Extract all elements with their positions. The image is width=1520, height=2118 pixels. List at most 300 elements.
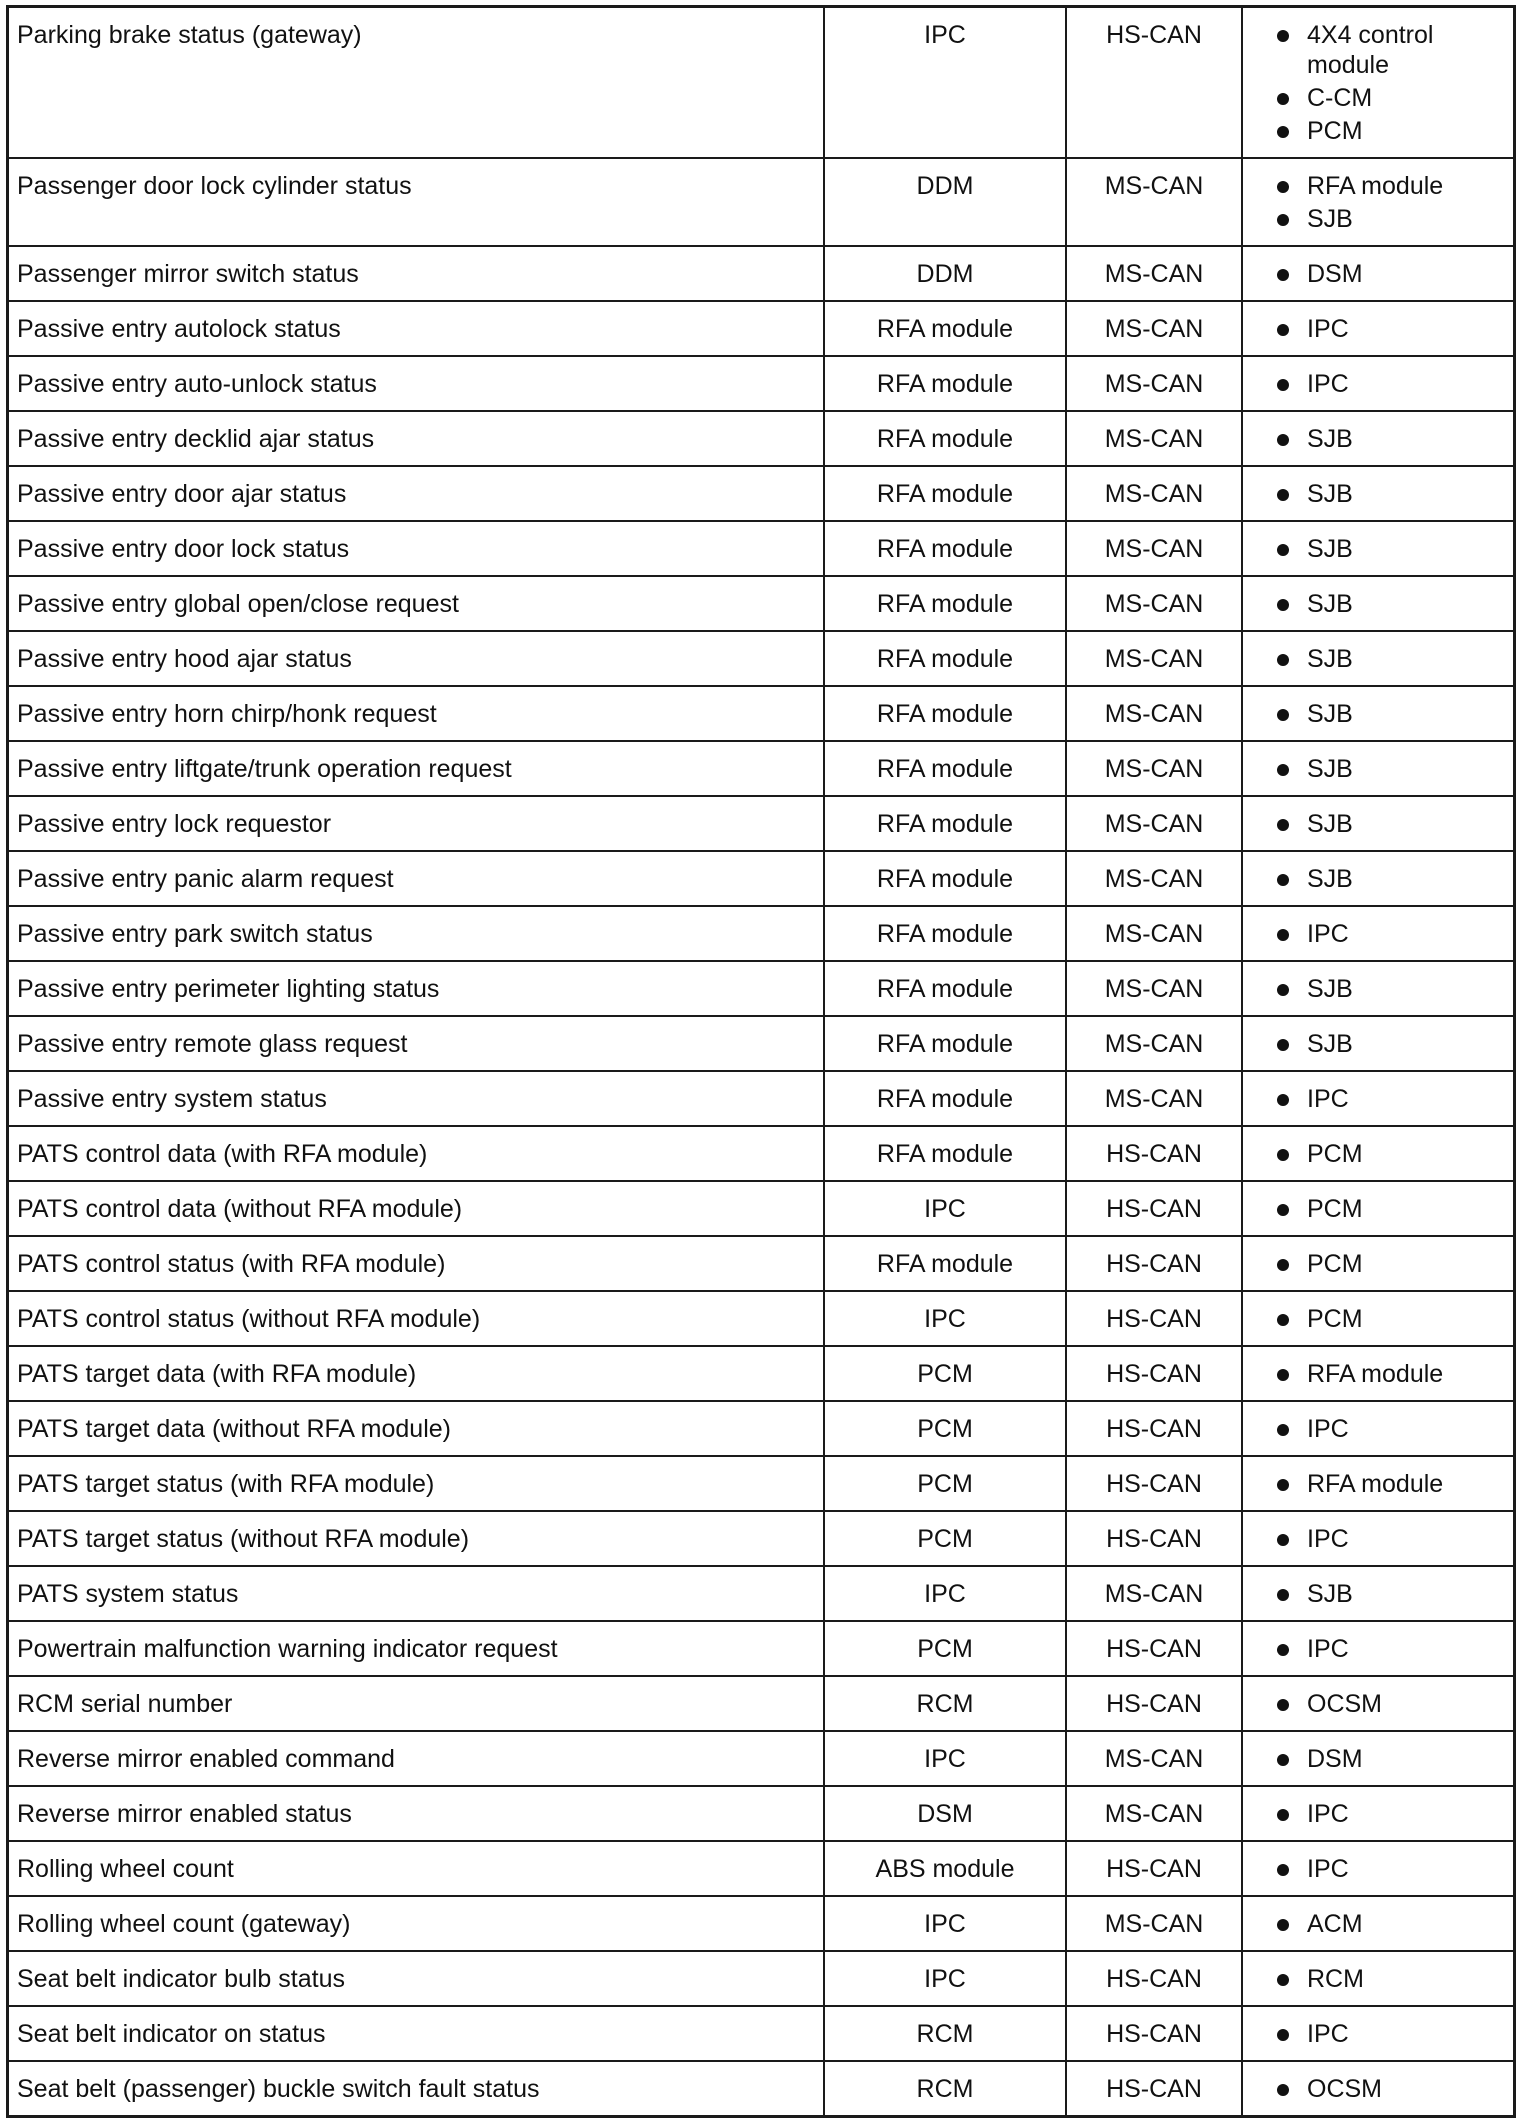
message-cell: Seat belt indicator on status <box>8 2006 825 2061</box>
network-cell: HS-CAN <box>1066 1291 1242 1346</box>
message-cell: PATS target status (with RFA module) <box>8 1456 825 1511</box>
receiver-label: SJB <box>1307 590 1353 618</box>
network-cell: MS-CAN <box>1066 741 1242 796</box>
receivers-cell <box>1242 521 1515 576</box>
receivers-cell <box>1242 2061 1515 2117</box>
receiver-label: C-CM <box>1307 84 1373 112</box>
receiver-label: SJB <box>1307 535 1353 563</box>
originator-cell: RFA module <box>824 466 1066 521</box>
receivers-cell <box>1242 1401 1515 1456</box>
originator-cell: RFA module <box>824 356 1066 411</box>
receiver-label: PCM <box>1307 1250 1363 1278</box>
table-row <box>8 521 1515 576</box>
receiver-list <box>1251 1909 1505 1939</box>
originator-cell: DDM <box>824 246 1066 301</box>
table-row <box>8 631 1515 686</box>
bullet-icon <box>1277 599 1289 611</box>
receiver-item <box>1307 1799 1505 1829</box>
bullet-icon <box>1277 1204 1289 1216</box>
message-cell: Passive entry global open/close request <box>8 576 825 631</box>
receiver-label: RFA module <box>1307 1360 1444 1388</box>
receiver-label: RFA module <box>1307 172 1444 200</box>
receiver-label: PCM <box>1307 1195 1363 1223</box>
bullet-icon <box>1277 181 1289 193</box>
originator-cell: RFA module <box>824 576 1066 631</box>
message-cell: Parking brake status (gateway) <box>8 7 825 159</box>
network-cell: HS-CAN <box>1066 2061 1242 2117</box>
receiver-list <box>1251 1964 1505 1994</box>
receivers-cell <box>1242 1126 1515 1181</box>
receiver-list <box>1251 1249 1505 1279</box>
message-cell: Passive entry panic alarm request <box>8 851 825 906</box>
message-cell: Passive entry decklid ajar status <box>8 411 825 466</box>
message-cell: Passive entry system status <box>8 1071 825 1126</box>
originator-cell: RFA module <box>824 961 1066 1016</box>
receivers-cell <box>1242 356 1515 411</box>
originator-cell: RFA module <box>824 301 1066 356</box>
table-row <box>8 2061 1515 2117</box>
receiver-list <box>1251 479 1505 509</box>
originator-cell: IPC <box>824 1896 1066 1951</box>
originator-cell: RFA module <box>824 521 1066 576</box>
message-cell: PATS control data (without RFA module) <box>8 1181 825 1236</box>
table-row <box>8 7 1515 159</box>
receiver-list <box>1251 20 1505 146</box>
network-cell: MS-CAN <box>1066 1566 1242 1621</box>
receiver-item <box>1307 1084 1505 1114</box>
originator-cell: RFA module <box>824 741 1066 796</box>
network-cell: MS-CAN <box>1066 906 1242 961</box>
originator-cell: IPC <box>824 7 1066 159</box>
receiver-label: OCSM <box>1307 1690 1382 1718</box>
network-cell: MS-CAN <box>1066 1731 1242 1786</box>
receiver-item <box>1307 1359 1505 1389</box>
table-row <box>8 1291 1515 1346</box>
bullet-icon <box>1277 2029 1289 2041</box>
receiver-item <box>1307 1744 1505 1774</box>
bullet-icon <box>1277 324 1289 336</box>
network-cell: MS-CAN <box>1066 851 1242 906</box>
receiver-item <box>1307 534 1505 564</box>
originator-cell: IPC <box>824 1951 1066 2006</box>
receiver-list <box>1251 171 1505 234</box>
message-cell: PATS target status (without RFA module) <box>8 1511 825 1566</box>
receiver-item <box>1307 754 1505 784</box>
originator-cell: RCM <box>824 1676 1066 1731</box>
receivers-cell <box>1242 1071 1515 1126</box>
bullet-icon <box>1277 1094 1289 1106</box>
network-cell: MS-CAN <box>1066 631 1242 686</box>
table-row <box>8 1181 1515 1236</box>
table-row <box>8 1016 1515 1071</box>
receiver-label: SJB <box>1307 1030 1353 1058</box>
table-row <box>8 1566 1515 1621</box>
receivers-cell <box>1242 1896 1515 1951</box>
table-row <box>8 906 1515 961</box>
network-cell: MS-CAN <box>1066 411 1242 466</box>
bullet-icon <box>1277 544 1289 556</box>
message-cell: Seat belt (passenger) buckle switch fault status <box>8 2061 825 2117</box>
message-cell: Powertrain malfunction warning indicator request <box>8 1621 825 1676</box>
bullet-icon <box>1277 93 1289 105</box>
receiver-label: SJB <box>1307 755 1353 783</box>
originator-cell: RFA module <box>824 1016 1066 1071</box>
originator-cell: RFA module <box>824 796 1066 851</box>
table-row <box>8 158 1515 246</box>
bullet-icon <box>1277 434 1289 446</box>
network-cell: MS-CAN <box>1066 1896 1242 1951</box>
receiver-item <box>1307 1964 1505 1994</box>
receiver-label: SJB <box>1307 1580 1353 1608</box>
receiver-item <box>1307 116 1505 146</box>
table-row <box>8 796 1515 851</box>
network-cell: MS-CAN <box>1066 521 1242 576</box>
receiver-item <box>1307 204 1505 234</box>
receiver-item <box>1307 864 1505 894</box>
network-cell: HS-CAN <box>1066 1951 1242 2006</box>
receiver-label: IPC <box>1307 370 1349 398</box>
originator-cell: ABS module <box>824 1841 1066 1896</box>
receiver-item <box>1307 1249 1505 1279</box>
receiver-label: SJB <box>1307 810 1353 838</box>
bullet-icon <box>1277 1809 1289 1821</box>
message-cell: Seat belt indicator bulb status <box>8 1951 825 2006</box>
receiver-item <box>1307 479 1505 509</box>
receivers-cell <box>1242 1951 1515 2006</box>
bullet-icon <box>1277 489 1289 501</box>
receivers-cell <box>1242 961 1515 1016</box>
receivers-cell <box>1242 851 1515 906</box>
bullet-icon <box>1277 1149 1289 1161</box>
receiver-list <box>1251 699 1505 729</box>
bullet-icon <box>1277 1479 1289 1491</box>
table-row <box>8 2006 1515 2061</box>
receiver-item <box>1307 83 1505 113</box>
receiver-item <box>1307 974 1505 1004</box>
network-cell: MS-CAN <box>1066 961 1242 1016</box>
receiver-label: IPC <box>1307 1415 1349 1443</box>
network-cell: HS-CAN <box>1066 1676 1242 1731</box>
bullet-icon <box>1277 984 1289 996</box>
originator-cell: RFA module <box>824 1126 1066 1181</box>
bullet-icon <box>1277 1314 1289 1326</box>
message-cell: Passive entry park switch status <box>8 906 825 961</box>
bullet-icon <box>1277 126 1289 138</box>
network-cell: HS-CAN <box>1066 1456 1242 1511</box>
bullet-icon <box>1277 1644 1289 1656</box>
originator-cell: RFA module <box>824 1236 1066 1291</box>
receivers-cell <box>1242 1456 1515 1511</box>
originator-cell: DDM <box>824 158 1066 246</box>
network-cell: MS-CAN <box>1066 1786 1242 1841</box>
receiver-item <box>1307 1194 1505 1224</box>
receivers-cell <box>1242 1566 1515 1621</box>
receiver-label: DSM <box>1307 1745 1363 1773</box>
receivers-cell <box>1242 1621 1515 1676</box>
table-body <box>8 7 1515 2117</box>
originator-cell: PCM <box>824 1456 1066 1511</box>
receivers-cell <box>1242 1676 1515 1731</box>
table-row <box>8 1676 1515 1731</box>
network-cell: HS-CAN <box>1066 7 1242 159</box>
receiver-list <box>1251 1029 1505 1059</box>
receiver-list <box>1251 1084 1505 1114</box>
bullet-icon <box>1277 874 1289 886</box>
bullet-icon <box>1277 214 1289 226</box>
receiver-list <box>1251 974 1505 1004</box>
originator-cell: IPC <box>824 1566 1066 1621</box>
receiver-list <box>1251 259 1505 289</box>
receiver-item <box>1307 1304 1505 1334</box>
receiver-label: SJB <box>1307 480 1353 508</box>
receiver-list <box>1251 2019 1505 2049</box>
message-cell: Passenger door lock cylinder status <box>8 158 825 246</box>
receiver-label: SJB <box>1307 865 1353 893</box>
bullet-icon <box>1277 2084 1289 2096</box>
receivers-cell <box>1242 1731 1515 1786</box>
receiver-label: SJB <box>1307 700 1353 728</box>
receivers-cell <box>1242 1291 1515 1346</box>
originator-cell: RFA module <box>824 631 1066 686</box>
receiver-label: IPC <box>1307 1800 1349 1828</box>
receivers-cell <box>1242 906 1515 961</box>
network-cell: HS-CAN <box>1066 1346 1242 1401</box>
receivers-cell <box>1242 1841 1515 1896</box>
receivers-cell <box>1242 7 1515 159</box>
receiver-list <box>1251 1359 1505 1389</box>
receiver-item <box>1307 1634 1505 1664</box>
table-row <box>8 741 1515 796</box>
receivers-cell <box>1242 741 1515 796</box>
bullet-icon <box>1277 709 1289 721</box>
receivers-cell <box>1242 1346 1515 1401</box>
receiver-label: OCSM <box>1307 2075 1382 2103</box>
receiver-list <box>1251 1799 1505 1829</box>
bullet-icon <box>1277 1424 1289 1436</box>
bullet-icon <box>1277 764 1289 776</box>
bullet-icon <box>1277 1534 1289 1546</box>
table-row <box>8 1896 1515 1951</box>
table-row <box>8 1456 1515 1511</box>
bullet-icon <box>1277 1369 1289 1381</box>
receiver-label: SJB <box>1307 205 1353 233</box>
receiver-item <box>1307 644 1505 674</box>
bullet-icon <box>1277 30 1289 42</box>
receiver-item <box>1307 809 1505 839</box>
bullet-icon <box>1277 654 1289 666</box>
originator-cell: IPC <box>824 1181 1066 1236</box>
message-cell: RCM serial number <box>8 1676 825 1731</box>
receiver-label: IPC <box>1307 2020 1349 2048</box>
table-row <box>8 1511 1515 1566</box>
bullet-icon <box>1277 1259 1289 1271</box>
receiver-label: PCM <box>1307 117 1363 145</box>
message-cell: Rolling wheel count <box>8 1841 825 1896</box>
network-cell: HS-CAN <box>1066 1236 1242 1291</box>
message-cell: Rolling wheel count (gateway) <box>8 1896 825 1951</box>
network-cell: HS-CAN <box>1066 1621 1242 1676</box>
message-cell: Reverse mirror enabled status <box>8 1786 825 1841</box>
receivers-cell <box>1242 158 1515 246</box>
table-row <box>8 411 1515 466</box>
table-row <box>8 356 1515 411</box>
bullet-icon <box>1277 1974 1289 1986</box>
table-row <box>8 1126 1515 1181</box>
network-cell: HS-CAN <box>1066 1181 1242 1236</box>
message-cell: PATS control status (without RFA module) <box>8 1291 825 1346</box>
bullet-icon <box>1277 929 1289 941</box>
network-cell: HS-CAN <box>1066 1126 1242 1181</box>
table-row <box>8 686 1515 741</box>
receiver-list <box>1251 1689 1505 1719</box>
receiver-item <box>1307 1689 1505 1719</box>
network-cell: HS-CAN <box>1066 1511 1242 1566</box>
table-row <box>8 1731 1515 1786</box>
receivers-cell <box>1242 1016 1515 1071</box>
network-cell: MS-CAN <box>1066 158 1242 246</box>
table-row <box>8 851 1515 906</box>
receiver-label: SJB <box>1307 645 1353 673</box>
receivers-cell <box>1242 301 1515 356</box>
receiver-list <box>1251 919 1505 949</box>
receiver-item <box>1307 369 1505 399</box>
receiver-item <box>1307 1029 1505 1059</box>
message-cell: PATS system status <box>8 1566 825 1621</box>
table-row <box>8 1621 1515 1676</box>
receiver-item <box>1307 1909 1505 1939</box>
receiver-item <box>1307 589 1505 619</box>
receiver-list <box>1251 1744 1505 1774</box>
receivers-cell <box>1242 796 1515 851</box>
message-cell: Passive entry liftgate/trunk operation request <box>8 741 825 796</box>
network-cell: MS-CAN <box>1066 686 1242 741</box>
receivers-cell <box>1242 1786 1515 1841</box>
receiver-label: IPC <box>1307 1525 1349 1553</box>
receiver-item <box>1307 1139 1505 1169</box>
receiver-label: 4X4 control module <box>1307 21 1434 79</box>
receivers-cell <box>1242 576 1515 631</box>
receiver-list <box>1251 2074 1505 2104</box>
message-cell: Passive entry door ajar status <box>8 466 825 521</box>
message-cell: Passive entry horn chirp/honk request <box>8 686 825 741</box>
receivers-cell <box>1242 1236 1515 1291</box>
message-cell: Passive entry hood ajar status <box>8 631 825 686</box>
receivers-cell <box>1242 411 1515 466</box>
receiver-list <box>1251 1579 1505 1609</box>
receiver-list <box>1251 1194 1505 1224</box>
receivers-cell <box>1242 1181 1515 1236</box>
receiver-item <box>1307 699 1505 729</box>
receiver-label: RFA module <box>1307 1470 1444 1498</box>
originator-cell: PCM <box>824 1511 1066 1566</box>
receiver-list <box>1251 1139 1505 1169</box>
bullet-icon <box>1277 1754 1289 1766</box>
receiver-label: IPC <box>1307 315 1349 343</box>
message-cell: PATS control data (with RFA module) <box>8 1126 825 1181</box>
receiver-item <box>1307 2074 1505 2104</box>
message-cell: Passive entry remote glass request <box>8 1016 825 1071</box>
receiver-item <box>1307 424 1505 454</box>
receiver-item <box>1307 1414 1505 1444</box>
receiver-list <box>1251 809 1505 839</box>
bullet-icon <box>1277 1919 1289 1931</box>
network-cell: HS-CAN <box>1066 1401 1242 1456</box>
receiver-list <box>1251 754 1505 784</box>
originator-cell: RFA module <box>824 686 1066 741</box>
message-cell: PATS target data (with RFA module) <box>8 1346 825 1401</box>
table-row <box>8 961 1515 1016</box>
receiver-item <box>1307 1469 1505 1499</box>
receivers-cell <box>1242 686 1515 741</box>
bullet-icon <box>1277 269 1289 281</box>
originator-cell: RCM <box>824 2006 1066 2061</box>
receiver-list <box>1251 369 1505 399</box>
network-cell: MS-CAN <box>1066 1071 1242 1126</box>
receiver-label: ACM <box>1307 1910 1363 1938</box>
receiver-item <box>1307 2019 1505 2049</box>
bullet-icon <box>1277 1039 1289 1051</box>
receiver-list <box>1251 1469 1505 1499</box>
message-cell: Reverse mirror enabled command <box>8 1731 825 1786</box>
network-cell: MS-CAN <box>1066 246 1242 301</box>
originator-cell: RFA module <box>824 851 1066 906</box>
message-cell: PATS control status (with RFA module) <box>8 1236 825 1291</box>
originator-cell: DSM <box>824 1786 1066 1841</box>
originator-cell: PCM <box>824 1346 1066 1401</box>
receiver-item <box>1307 919 1505 949</box>
receiver-label: SJB <box>1307 975 1353 1003</box>
table-row <box>8 576 1515 631</box>
receiver-label: IPC <box>1307 920 1349 948</box>
receiver-list <box>1251 1634 1505 1664</box>
receiver-label: IPC <box>1307 1855 1349 1883</box>
table-row <box>8 1236 1515 1291</box>
network-cell: MS-CAN <box>1066 356 1242 411</box>
table-row <box>8 466 1515 521</box>
receiver-item <box>1307 314 1505 344</box>
message-cell: Passive entry perimeter lighting status <box>8 961 825 1016</box>
receiver-label: IPC <box>1307 1635 1349 1663</box>
message-cell: Passive entry autolock status <box>8 301 825 356</box>
receiver-list <box>1251 644 1505 674</box>
receiver-list <box>1251 314 1505 344</box>
receiver-list <box>1251 1304 1505 1334</box>
bullet-icon <box>1277 819 1289 831</box>
receivers-cell <box>1242 1511 1515 1566</box>
receivers-cell <box>1242 466 1515 521</box>
message-cell: Passenger mirror switch status <box>8 246 825 301</box>
network-message-table <box>6 5 1516 2118</box>
message-cell: Passive entry lock requestor <box>8 796 825 851</box>
table-row <box>8 1841 1515 1896</box>
receiver-item <box>1307 1524 1505 1554</box>
network-cell: HS-CAN <box>1066 1841 1242 1896</box>
receivers-cell <box>1242 246 1515 301</box>
table-row <box>8 301 1515 356</box>
receiver-list <box>1251 1524 1505 1554</box>
message-cell: Passive entry auto-unlock status <box>8 356 825 411</box>
bullet-icon <box>1277 1699 1289 1711</box>
receiver-list <box>1251 1854 1505 1884</box>
receiver-list <box>1251 589 1505 619</box>
receiver-item <box>1307 1854 1505 1884</box>
receiver-label: PCM <box>1307 1140 1363 1168</box>
receiver-list <box>1251 864 1505 894</box>
receiver-label: IPC <box>1307 1085 1349 1113</box>
receivers-cell <box>1242 631 1515 686</box>
originator-cell: PCM <box>824 1621 1066 1676</box>
table-row <box>8 246 1515 301</box>
